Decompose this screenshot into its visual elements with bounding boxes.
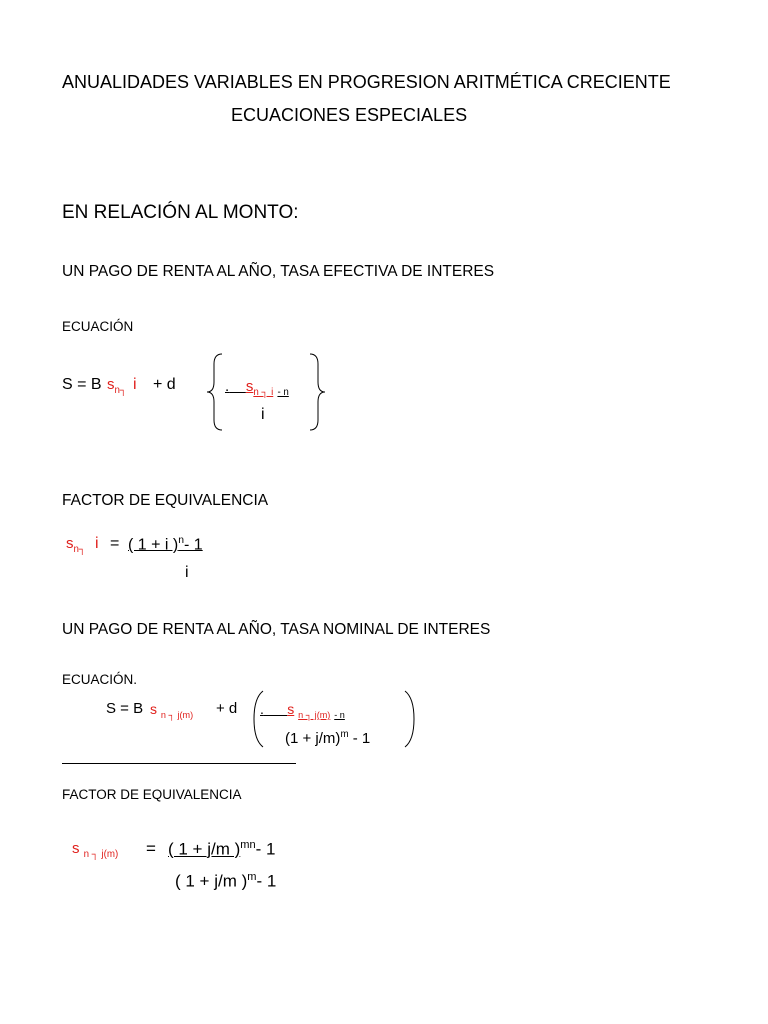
fraction-numerator xyxy=(225,378,289,398)
factor-equals: = xyxy=(110,535,120,552)
denominator-tail: - 1 xyxy=(256,871,277,891)
right-brace-icon xyxy=(306,352,328,432)
left-brace-icon xyxy=(204,352,226,432)
right-paren-icon xyxy=(403,690,417,748)
symbol-s: s xyxy=(72,840,80,857)
num-s: s xyxy=(287,701,295,717)
numerator-tail: - 1 xyxy=(184,536,203,554)
denominator-exp: m xyxy=(340,729,349,740)
fraction-denominator xyxy=(285,729,370,747)
symbol-sub: n ┐ j(m) xyxy=(160,709,194,720)
document-subtitle: ECUACIONES ESPECIALES xyxy=(231,105,468,125)
factor-rate: i xyxy=(95,535,99,552)
symbol-sub: n ┐ j(m) xyxy=(83,849,119,860)
factor-numerator xyxy=(168,839,275,860)
case2-equation-label: ECUACIÓN. xyxy=(62,672,138,687)
factor-equals: = xyxy=(146,839,156,858)
numerator-base: ( 1 + i ) xyxy=(128,536,179,554)
num-sub: n ┐ j(m) xyxy=(298,709,331,720)
equation-lhs: S = B xyxy=(62,376,102,393)
denominator-base: ( 1 + j/m ) xyxy=(175,871,248,891)
factor-symbol xyxy=(66,535,86,555)
numerator-base: ( 1 + j/m ) xyxy=(168,839,241,859)
factor-numerator xyxy=(128,535,203,554)
case2-factor-label: FACTOR DE EQUIVALENCIA xyxy=(62,787,242,802)
numerator-exp: mn xyxy=(240,839,256,851)
num-dot: . xyxy=(225,378,230,395)
numerator-tail: - 1 xyxy=(255,839,276,859)
section-heading: EN RELACIÓN AL MONTO: xyxy=(62,202,299,223)
symbol-sub: n┐ xyxy=(73,544,86,555)
num-minus-n: - n xyxy=(277,387,289,398)
factor-denominator: i xyxy=(185,564,189,581)
denominator-tail: - 1 xyxy=(352,730,371,747)
factor-symbol xyxy=(72,840,118,860)
case2-heading: UN PAGO DE RENTA AL AÑO, TASA NOMINAL DE INTERES xyxy=(62,621,491,638)
symbol-rate: i xyxy=(133,376,137,393)
num-dot: . xyxy=(260,701,264,717)
denominator-exp: m xyxy=(247,871,257,883)
case1-heading: UN PAGO DE RENTA AL AÑO, TASA EFECTIVA DE INTERES xyxy=(62,263,495,280)
case1-factor-label: FACTOR DE EQUIVALENCIA xyxy=(62,492,269,509)
document-title: ANUALIDADES VARIABLES EN PROGRESION ARITMÉTICA CRECIENTE xyxy=(62,72,671,92)
num-minus-n: - n xyxy=(334,709,345,720)
num-sub: n ┐ i xyxy=(253,387,274,398)
symbol-s: s xyxy=(107,376,115,393)
num-s: s xyxy=(245,378,254,395)
symbol-s: s xyxy=(150,701,157,717)
equation-lhs: S = B xyxy=(106,700,144,717)
symbol-s: s xyxy=(66,535,74,552)
fraction-numerator xyxy=(260,701,345,720)
annuity-symbol xyxy=(150,701,193,720)
symbol-sub: n┐ xyxy=(114,385,127,396)
annuity-symbol xyxy=(107,376,127,396)
factor-denominator xyxy=(175,871,276,892)
denominator-base: (1 + j/m) xyxy=(285,730,341,747)
plus-d: + d xyxy=(216,700,238,717)
horizontal-rule xyxy=(62,763,296,764)
case1-equation-label: ECUACIÓN xyxy=(62,319,134,334)
fraction-denominator: i xyxy=(261,406,265,423)
plus-d: + d xyxy=(153,376,176,393)
numerator-exp: n xyxy=(178,535,185,546)
